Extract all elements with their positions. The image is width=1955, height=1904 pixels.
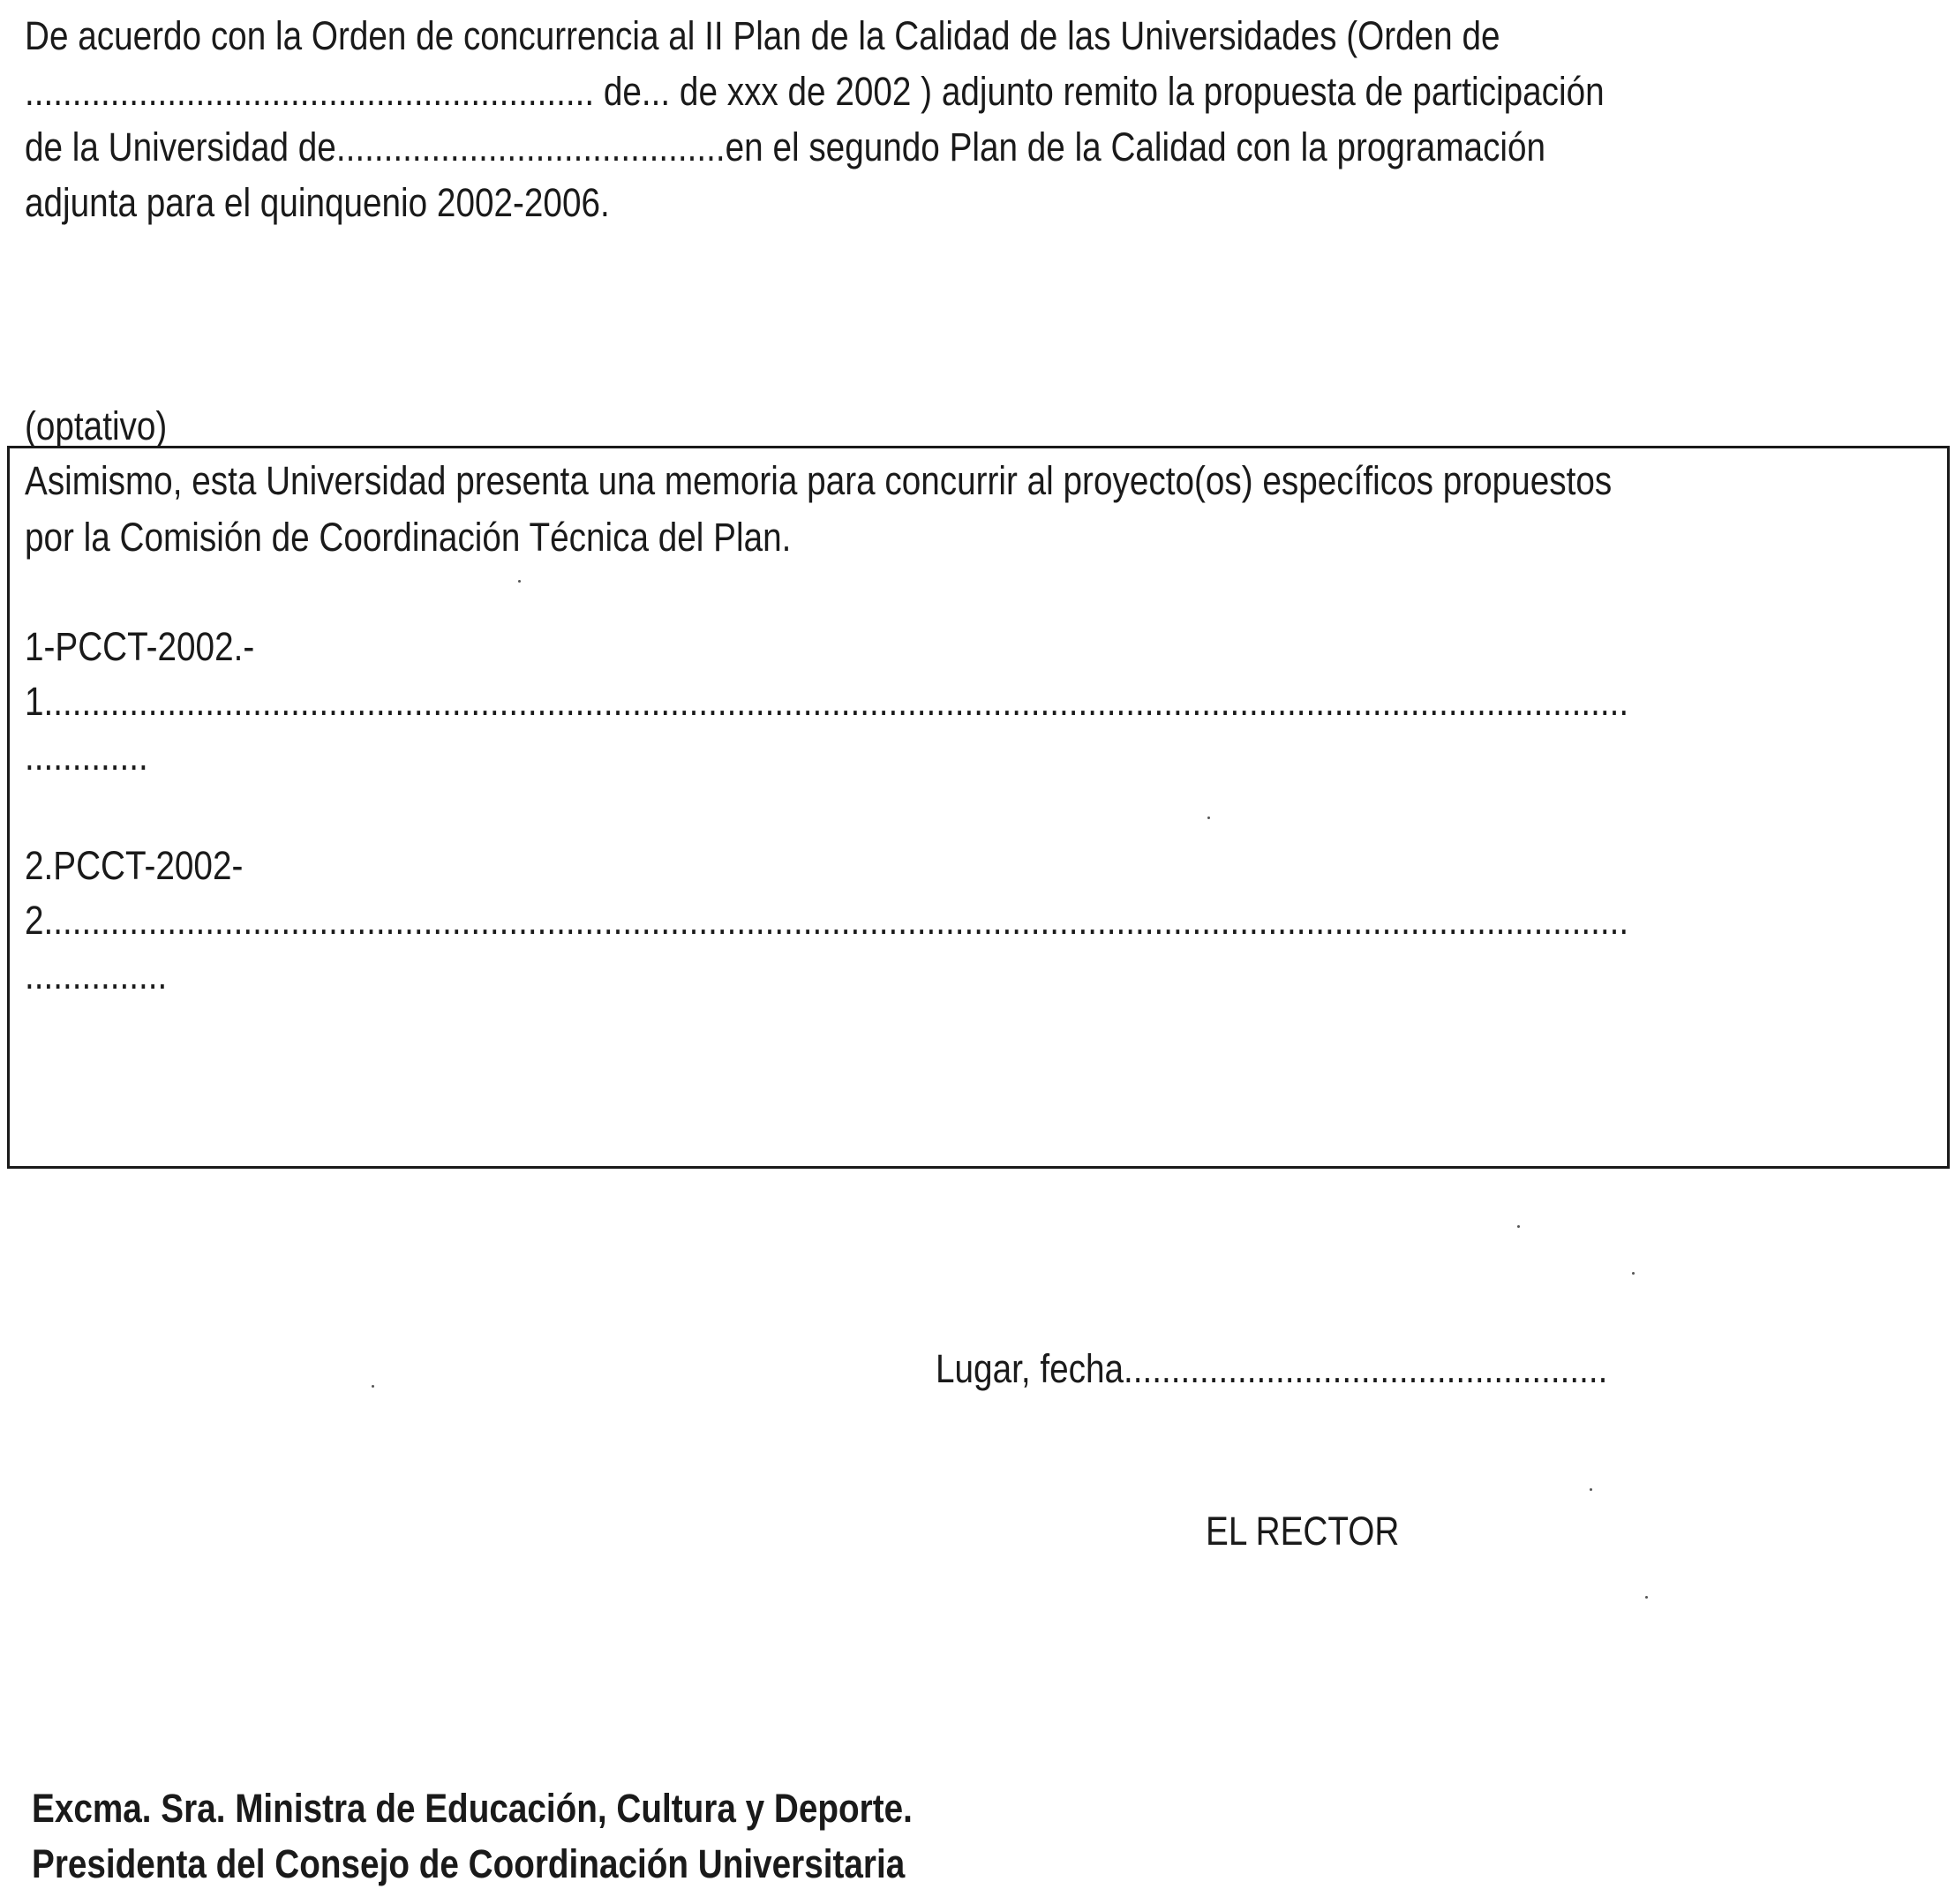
scan-speck xyxy=(518,580,521,583)
project-2-line-1: 2....................................................................................................................................................................... xyxy=(25,898,1629,943)
project-2-code: 2.PCCT-2002- xyxy=(25,843,244,888)
addressee-line-2: Presidenta del Consejo de Coordinación Universitaria xyxy=(32,1841,906,1886)
scan-speck xyxy=(1590,1488,1592,1491)
intro-line-3: de la Universidad de.........................................en el segundo Plan de la Calidad con la programación xyxy=(25,124,1546,169)
intro-line-2: ............................................................ de... de xxx de 2002 ) adjunto remito la propuesta de participación xyxy=(25,69,1605,114)
project-1-line-1: 1....................................................................................................................................................................... xyxy=(25,679,1629,724)
optional-label: (optativo) xyxy=(25,403,168,448)
scan-speck xyxy=(1517,1225,1520,1228)
project-1-line-2: ............. xyxy=(25,734,148,779)
optional-text-line-1: Asimismo, esta Universidad presenta una memoria para concurrir al proyecto(os) específicos propuestos xyxy=(25,458,1613,503)
scan-speck xyxy=(1207,817,1210,819)
scan-speck xyxy=(1632,1272,1635,1275)
project-2-line-2: ............... xyxy=(25,952,168,997)
intro-line-4: adjunta para el quinquenio 2002-2006. xyxy=(25,180,610,225)
signer-title: EL RECTOR xyxy=(1206,1509,1400,1554)
optional-text-line-2: por la Comisión de Coordinación Técnica del Plan. xyxy=(25,515,792,560)
intro-line-1: De acuerdo con la Orden de concurrencia al II Plan de la Calidad de las Universidades (Orden de xyxy=(25,13,1500,58)
project-1-code: 1-PCCT-2002.- xyxy=(25,624,255,669)
scan-speck xyxy=(1645,1596,1648,1599)
addressee-line-1: Excma. Sra. Ministra de Educación, Cultura y Deporte. xyxy=(32,1786,913,1831)
place-date-line: Lugar, fecha................................................... xyxy=(936,1346,1608,1391)
scan-speck xyxy=(372,1385,374,1388)
